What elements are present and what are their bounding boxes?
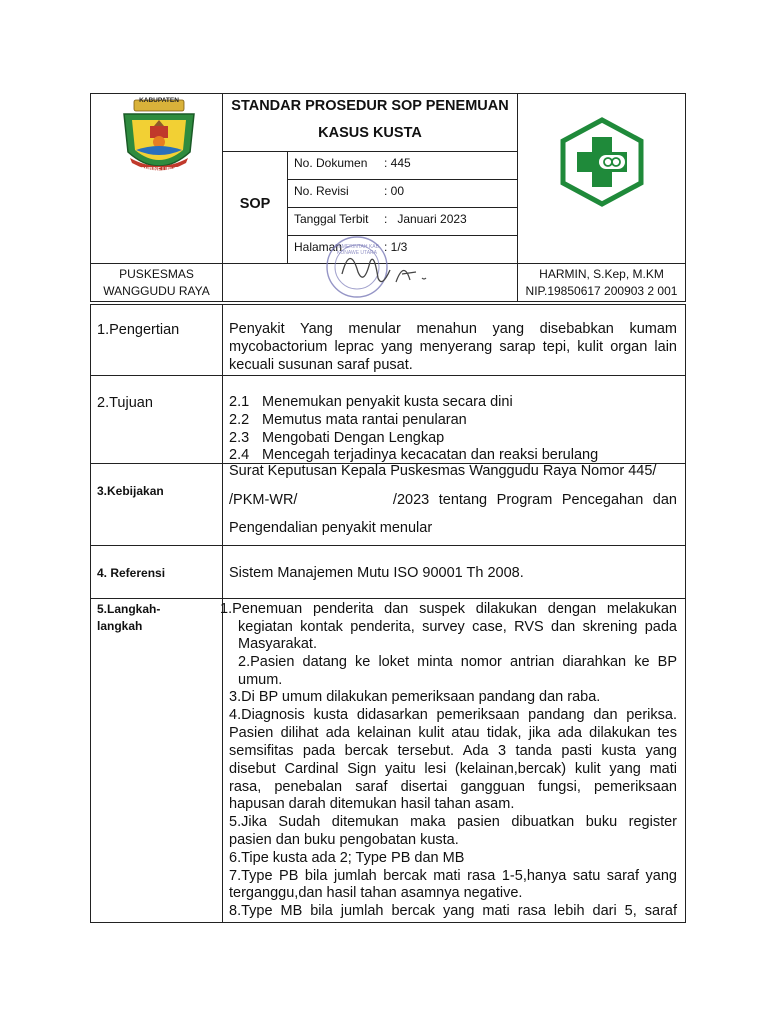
step-line: 7.Type PB bila jumlah bercak mati rasa 1-5,hanya satu saraf yang: [229, 868, 677, 884]
revision-value: : 00: [384, 184, 405, 198]
signer-nip: NIP.19850617 200903 2 001: [525, 284, 678, 298]
pengertian-line-2: mycobactorium leprac yang menyerang sarap tepi, kulit organ lain: [229, 339, 677, 355]
stamp-text: PEMERINTAH KAB KONAWE UTARA: [335, 244, 379, 256]
issue-date-value: : Januari 2023: [384, 212, 467, 226]
step-line: 6.Tipe kusta ada 2; Type PB dan MB: [229, 850, 465, 866]
doc-number-label: No. Dokumen: [294, 156, 368, 170]
doc-number-value: : 445: [384, 156, 411, 170]
step-line: 3.Di BP umum dilakukan pemeriksaan pandang dan raba.: [229, 689, 601, 705]
puskesmas-logo: [557, 117, 647, 207]
revision-label: No. Revisi: [294, 184, 349, 198]
logo-banner-text: KABUPATEN: [139, 97, 179, 104]
step-line: Masyarakat.: [238, 636, 317, 652]
step-line: disebut Cardinal Sign yaitu lesi (kelainan,bercak) kulit yang mati: [229, 761, 677, 777]
org-name-line1: PUSKESMAS: [119, 267, 194, 281]
pengertian-line-3: kecuali susunan saraf pusat.: [229, 357, 413, 373]
logo-motto-text: MOMBINE LIBLIPA: [136, 167, 182, 173]
langkah-label-line1: 5.Langkah-: [97, 602, 161, 616]
page-label: Halaman: [294, 240, 343, 254]
sop-label: SOP: [239, 196, 271, 212]
sop-title-line2: KASUS KUSTA: [318, 125, 422, 141]
list-item-number: 2.1: [229, 394, 250, 410]
pengertian-line-1: Penyakit Yang menular menahun yang disebabkan kumam: [229, 321, 677, 337]
referensi-label: 4. Referensi: [97, 566, 166, 580]
list-item: Mencegah terjadinya kecacatan dan reaksi berulang: [262, 447, 599, 463]
referensi-text: Sistem Manajemen Mutu ISO 90001 Th 2008.: [229, 565, 524, 581]
list-item-number: 2.4: [229, 447, 250, 463]
list-item-number: 2.3: [229, 430, 250, 446]
langkah-label-line2: langkah: [97, 619, 143, 633]
list-item: Memutus mata rantai penularan: [262, 412, 467, 428]
pengertian-label: 1.Pengertian: [97, 322, 180, 338]
sop-title-line1: STANDAR PROSEDUR SOP PENEMUAN: [231, 98, 509, 114]
step-line: 2.Pasien datang ke loket minta nomor antrian diarahkan ke BP: [238, 654, 677, 670]
step-line: 8.Type MB bila jumlah bercak yang mati rasa lebih dari 5, saraf: [229, 903, 677, 919]
step-line: umum.: [238, 672, 283, 688]
step-line: hapusan darah ditemukan hasil tahan asam.: [229, 796, 515, 812]
page-value: : 1/3: [384, 240, 408, 254]
list-item: Mengobati Dengan Lengkap: [262, 430, 445, 446]
step-line: kegiatan kontak penderita, survey case, RVS dan skrening pada: [238, 619, 677, 635]
step-line: terganggu,dan hasil tahan asamnya negative.: [229, 885, 523, 901]
signer-name: HARMIN, S.Kep, M.KM: [539, 267, 664, 281]
tujuan-label: 2.Tujuan: [97, 395, 153, 411]
step-line: 5.Jika Sudah ditemukan maka pasien dibuatkan buku register: [229, 814, 677, 830]
kebijakan-line-2: /PKM-WR/ /2023 tentang Program Pencegahan dan: [229, 492, 677, 508]
issue-date-label: Tanggal Terbit: [294, 212, 369, 226]
step-line: rasa, penebalan saraf disertai gangguan fungsi, pemeriksaan: [229, 779, 677, 795]
list-item-number: 2.2: [229, 412, 250, 428]
org-name-line2: WANGGUDU RAYA: [103, 284, 210, 298]
step-line: semsifitas pada bercak tersebut. Ada 3 tanda pasti kusta yang: [229, 743, 677, 759]
kebijakan-line-3: Pengendalian penyakit menular: [229, 520, 433, 536]
list-item: Menemukan penyakit kusta secara dini: [262, 394, 513, 410]
step-line: 4.Diagnosis kusta didasarkan pemeriksaan pandang dan periksa.: [229, 707, 677, 723]
step-line: Pasien dilihat ada kelainan kulit atau tidak, jika ada dilakukan tes: [229, 725, 677, 741]
kebijakan-line-1: Surat Keputusan Kepala Puskesmas Wanggudu Raya Nomor 445/: [229, 463, 657, 479]
step-line: 1.Penemuan penderita dan suspek dilakukan dengan melakukan: [220, 601, 677, 617]
kebijakan-label: 3.Kebijakan: [97, 484, 164, 498]
step-line: pasien dan buku pengobatan kusta.: [229, 832, 459, 848]
